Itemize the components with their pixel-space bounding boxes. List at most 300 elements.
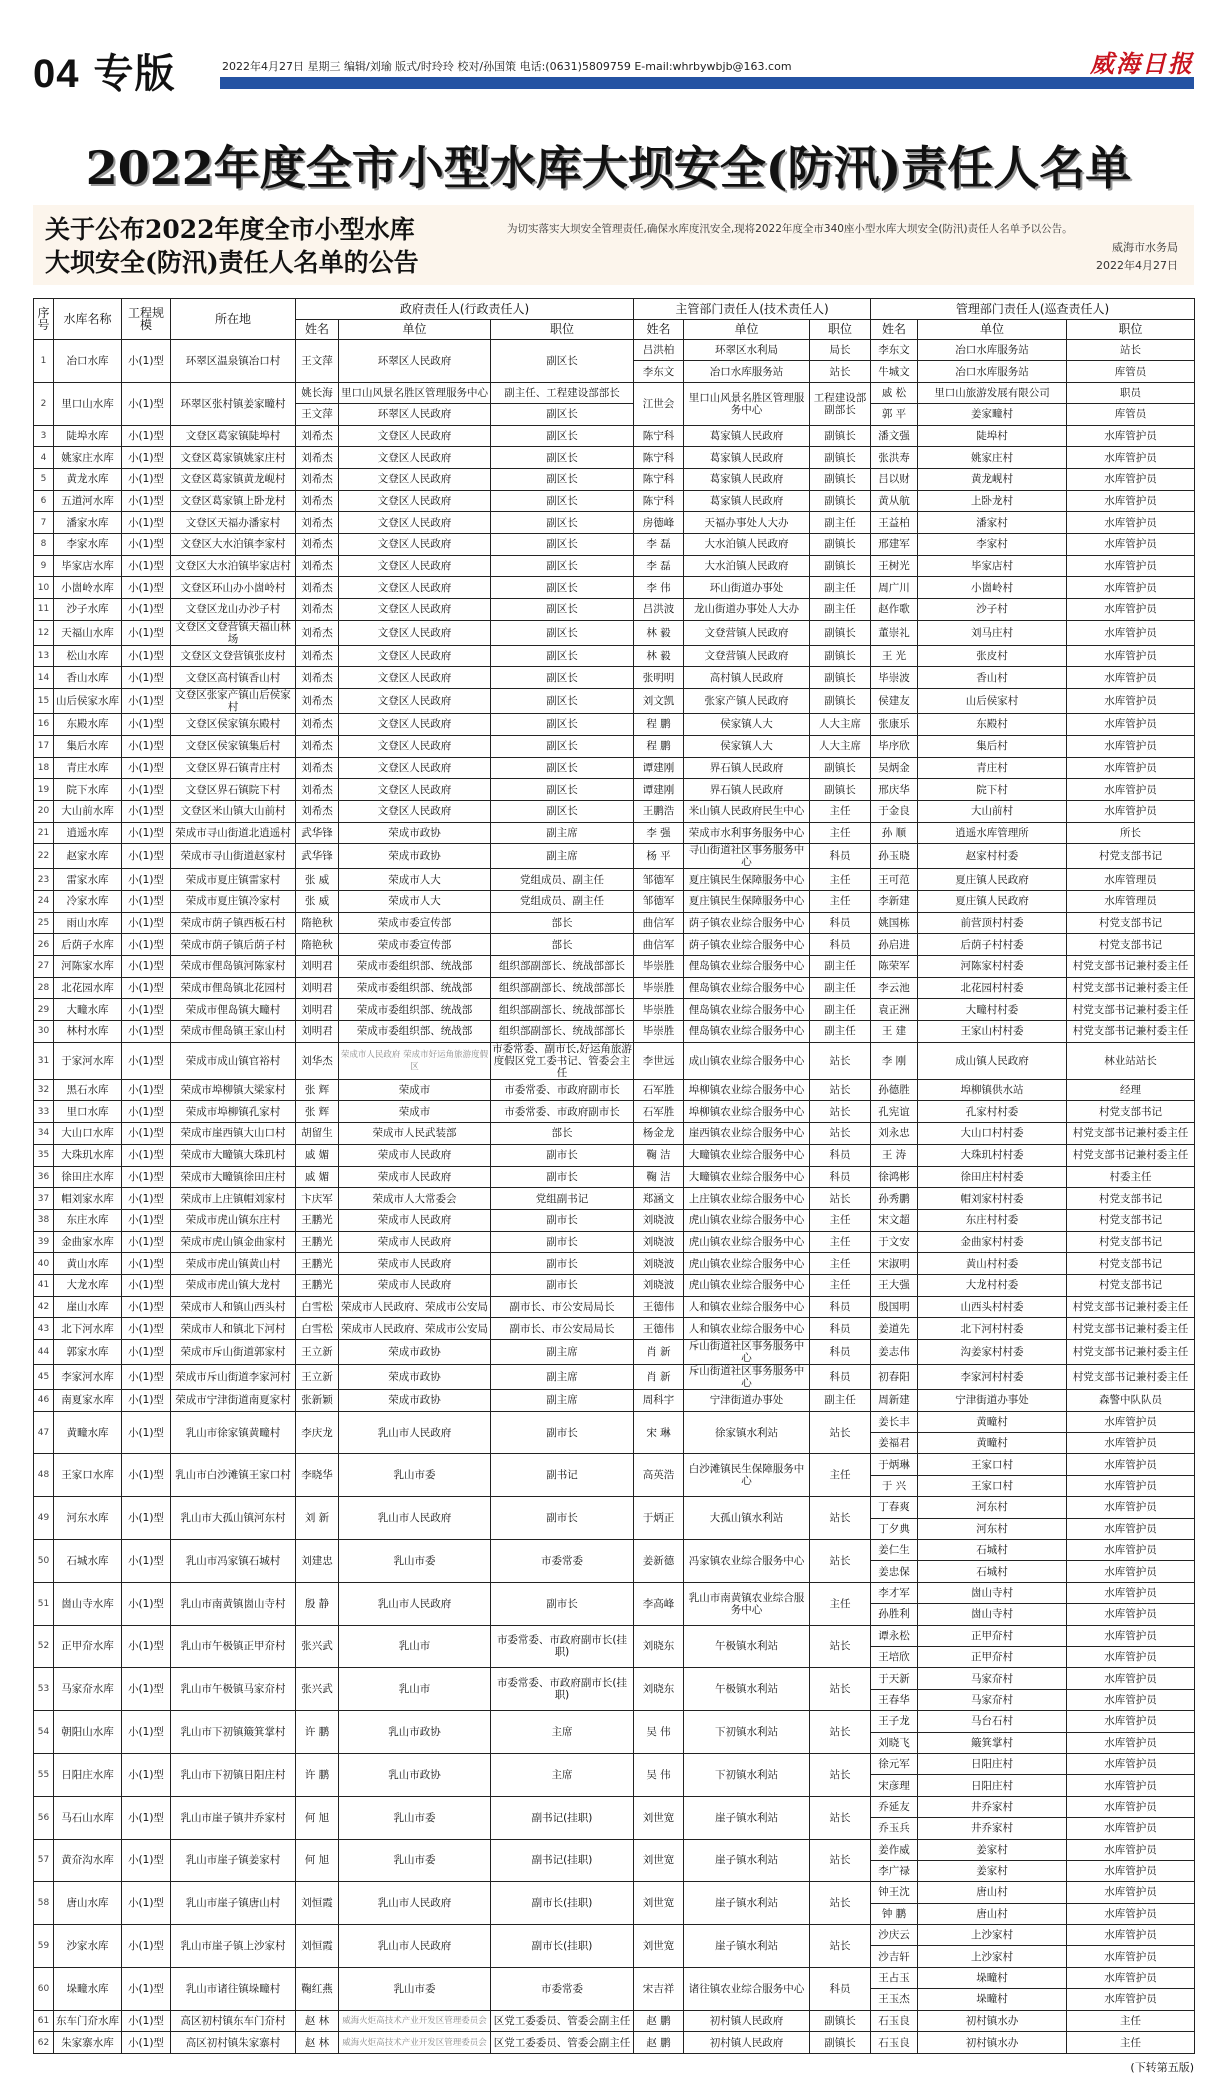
tech-person: 赵 鹏 [634, 2032, 684, 2054]
tech-unit: 白沙滩镇民生保障服务中心 [684, 1454, 810, 1497]
mgr-person: 王春华 [871, 1689, 918, 1710]
gov-post: 副市长 [491, 1411, 634, 1454]
tech-post: 主任 [810, 1253, 871, 1275]
table-row [34, 1318, 1195, 1340]
reservoir-name: 朱家寨水库 [54, 2032, 122, 2054]
gov-unit: 荣成市委宣传部 [339, 934, 491, 956]
gov-person: 戚 媚 [296, 1166, 339, 1188]
tech-person: 鞠 洁 [634, 1144, 684, 1166]
row-number: 61 [34, 2010, 54, 2032]
project-scale: 小(1)型 [122, 956, 171, 978]
tech-post: 站长 [810, 1882, 871, 1925]
table-row [34, 425, 1195, 447]
tech-post: 科员 [810, 1365, 871, 1390]
location: 乳山市下初镇簸箕掌村 [171, 1711, 296, 1754]
location: 文登区侯家镇集后村 [171, 735, 296, 757]
gov-person: 王鹏光 [296, 1253, 339, 1275]
project-scale: 小(1)型 [122, 1123, 171, 1145]
table-row [34, 382, 1195, 403]
tech-post: 副主任 [810, 956, 871, 978]
page-no: 04 [33, 52, 80, 96]
tech-post: 科员 [810, 1340, 871, 1365]
gov-unit: 乳山市委 [339, 1540, 491, 1583]
gov-post: 副市长(挂职) [491, 1925, 634, 1968]
mgr-unit: 成山镇人民政府 [918, 1042, 1067, 1079]
reservoir-name: 南夏家水库 [54, 1390, 122, 1412]
mgr-person: 徐鸿彬 [871, 1166, 918, 1188]
tech-post: 副镇长 [810, 490, 871, 512]
tech-unit: 夏庄镇民生保障服务中心 [684, 869, 810, 891]
gov-post: 副区长 [491, 340, 634, 383]
mgr-unit: 山后侯家村 [918, 689, 1067, 714]
gov-unit: 荣成市政协 [339, 1365, 491, 1390]
reservoir-name: 金曲家水库 [54, 1231, 122, 1253]
location: 荣成市斥山街道郭家村 [171, 1340, 296, 1365]
tech-unit: 崖西镇农业综合服务中心 [684, 1123, 810, 1145]
reservoir-name: 潘家水库 [54, 512, 122, 534]
tech-post: 科员 [810, 1967, 871, 2010]
mgr-unit: 唐山村 [918, 1903, 1067, 1924]
notice-heading-line2: 大坝安全(防汛)责任人名单的公告 [45, 248, 419, 277]
tech-person: 刘晓波 [634, 1209, 684, 1231]
gov-person: 张 威 [296, 869, 339, 891]
reservoir-name: 唐山水库 [54, 1882, 122, 1925]
mgr-post: 水库管护员 [1067, 1903, 1195, 1924]
reservoir-name: 姚家庄水库 [54, 447, 122, 469]
location: 文登区环山办小崮岭村 [171, 577, 296, 599]
tech-post: 副镇长 [810, 2032, 871, 2054]
mgr-person: 姚国栋 [871, 912, 918, 934]
mgr-post: 库管员 [1067, 361, 1195, 382]
mgr-unit: 簸箕掌村 [918, 1732, 1067, 1753]
gov-person: 刘希杰 [296, 735, 339, 757]
location: 高区初村镇朱家寨村 [171, 2032, 296, 2054]
mgr-post: 村党支部书记 [1067, 1231, 1195, 1253]
mgr-person: 戚 松 [871, 382, 918, 403]
tech-person: 于炳正 [634, 1497, 684, 1540]
row-number: 12 [34, 620, 54, 645]
reservoir-name: 东车门夼水库 [54, 2010, 122, 2032]
gov-person: 张兴武 [296, 1668, 339, 1711]
header-mgr-person: 姓名 [871, 319, 918, 340]
reservoir-name: 垛疃水库 [54, 1967, 122, 2010]
row-number: 19 [34, 779, 54, 801]
gov-unit: 荣成市 [339, 1101, 491, 1123]
mgr-post: 水库管护员 [1067, 1732, 1195, 1753]
reservoir-name: 东庄水库 [54, 1209, 122, 1231]
mgr-post: 水库管护员 [1067, 577, 1195, 599]
tech-unit: 界石镇人民政府 [684, 757, 810, 779]
project-scale: 小(1)型 [122, 1296, 171, 1318]
reservoir-name: 松山水库 [54, 645, 122, 667]
project-scale: 小(1)型 [122, 1925, 171, 1968]
project-scale: 小(1)型 [122, 2010, 171, 2032]
gov-person: 王文萍 [296, 404, 339, 425]
mgr-unit: 东庄村村委 [918, 1209, 1067, 1231]
mgr-post: 村党支部书记 [1067, 1101, 1195, 1123]
reservoir-name: 里口水库 [54, 1101, 122, 1123]
row-number: 43 [34, 1318, 54, 1340]
gov-unit: 荣成市人民政府 [339, 1209, 491, 1231]
mgr-post: 水库管护员 [1067, 1625, 1195, 1646]
tech-person: 谭建刚 [634, 779, 684, 801]
tech-post: 副镇长 [810, 425, 871, 447]
table-row [34, 1582, 1195, 1603]
mgr-person: 丁夕典 [871, 1518, 918, 1539]
mgr-post: 水库管护员 [1067, 1882, 1195, 1903]
mgr-person: 姜志伟 [871, 1340, 918, 1365]
reservoir-name: 青庄水库 [54, 757, 122, 779]
reservoir-name: 东殿水库 [54, 714, 122, 736]
tech-person: 刘晓波 [634, 1274, 684, 1296]
location: 荣成市寻山街道赵家村 [171, 844, 296, 869]
project-scale: 小(1)型 [122, 1231, 171, 1253]
location: 文登区界石镇青庄村 [171, 757, 296, 779]
gov-post: 副区长 [491, 645, 634, 667]
tech-post: 科员 [810, 1144, 871, 1166]
gov-unit: 乳山市委 [339, 1454, 491, 1497]
gov-post: 主席 [491, 1711, 634, 1754]
mgr-person: 孙胜利 [871, 1604, 918, 1625]
table-row [34, 822, 1195, 844]
gov-post: 党组成员、副主任 [491, 890, 634, 912]
tech-unit: 冶口水库服务站 [684, 361, 810, 382]
reservoir-name: 黑石水库 [54, 1079, 122, 1101]
table-row [34, 1296, 1195, 1318]
table-row [34, 645, 1195, 667]
tech-person: 陈宁科 [634, 425, 684, 447]
location: 文登区葛家镇上卧龙村 [171, 490, 296, 512]
project-scale: 小(1)型 [122, 934, 171, 956]
table-row [34, 757, 1195, 779]
mgr-person: 王 建 [871, 1021, 918, 1043]
project-scale: 小(1)型 [122, 1582, 171, 1625]
tech-unit: 斥山街道社区事务服务中心 [684, 1340, 810, 1365]
tech-post: 站长 [810, 1925, 871, 1968]
mgr-person: 潘文强 [871, 425, 918, 447]
project-scale: 小(1)型 [122, 1967, 171, 2010]
project-scale: 小(1)型 [122, 1101, 171, 1123]
row-number: 27 [34, 956, 54, 978]
mgr-unit: 河陈家村村委 [918, 956, 1067, 978]
table-row [34, 1101, 1195, 1123]
project-scale: 小(1)型 [122, 977, 171, 999]
mgr-post: 村党支部书记兼村委主任 [1067, 1365, 1195, 1390]
mgr-post: 村党支部书记兼村委主任 [1067, 1021, 1195, 1043]
mgr-person: 王大强 [871, 1274, 918, 1296]
row-number: 38 [34, 1209, 54, 1231]
table-row [34, 577, 1195, 599]
mgr-unit: 垛疃村 [918, 1989, 1067, 2010]
gov-post: 副区长 [491, 779, 634, 801]
tech-person: 杨金龙 [634, 1123, 684, 1145]
tech-post: 副主任 [810, 1390, 871, 1412]
mgr-person: 周新建 [871, 1390, 918, 1412]
tech-person: 杨 平 [634, 844, 684, 869]
gov-unit: 荣成市人民政府、荣成市公安局 [339, 1296, 491, 1318]
mgr-unit: 姚家庄村 [918, 447, 1067, 469]
mgr-person: 牛城文 [871, 361, 918, 382]
project-scale: 小(1)型 [122, 490, 171, 512]
tech-unit: 午极镇水利站 [684, 1625, 810, 1668]
location: 文登区葛家镇姚家庄村 [171, 447, 296, 469]
row-number: 60 [34, 1967, 54, 2010]
tech-person: 谭建刚 [634, 757, 684, 779]
project-scale: 小(1)型 [122, 1454, 171, 1497]
tech-post: 科员 [810, 934, 871, 956]
gov-person: 隋艳秋 [296, 934, 339, 956]
reservoir-name: 李家河水库 [54, 1365, 122, 1390]
tech-unit: 侯家镇人大 [684, 714, 810, 736]
project-scale: 小(1)型 [122, 382, 171, 425]
mgr-post: 水库管护员 [1067, 1839, 1195, 1860]
tech-person: 吴 伟 [634, 1711, 684, 1754]
location: 荣成市虎山镇大龙村 [171, 1274, 296, 1296]
gov-post: 副区长 [491, 468, 634, 490]
table-row [34, 779, 1195, 801]
mgr-person: 邢建军 [871, 534, 918, 556]
mgr-post: 村党支部书记 [1067, 844, 1195, 869]
mgr-unit: 大山口村村委 [918, 1123, 1067, 1145]
row-number: 6 [34, 490, 54, 512]
mgr-person: 姜福君 [871, 1433, 918, 1454]
gov-unit: 文登区人民政府 [339, 800, 491, 822]
tech-person: 李世远 [634, 1042, 684, 1079]
table-row [34, 1839, 1195, 1860]
tech-post: 站长 [810, 1668, 871, 1711]
tech-person: 王德伟 [634, 1296, 684, 1318]
gov-person: 王立新 [296, 1365, 339, 1390]
tech-person: 刘晓东 [634, 1668, 684, 1711]
gov-unit: 文登区人民政府 [339, 620, 491, 645]
table-row [34, 1454, 1195, 1475]
mgr-post: 村党支部书记兼村委主任 [1067, 1340, 1195, 1365]
tech-person: 毕崇胜 [634, 999, 684, 1021]
mgr-unit: 陡埠村 [918, 425, 1067, 447]
reservoir-name: 五道河水库 [54, 490, 122, 512]
row-number: 1 [34, 340, 54, 383]
project-scale: 小(1)型 [122, 869, 171, 891]
row-number: 14 [34, 667, 54, 689]
project-scale: 小(1)型 [122, 340, 171, 383]
tech-post: 主任 [810, 1582, 871, 1625]
table-row [34, 1231, 1195, 1253]
tech-person: 高英浩 [634, 1454, 684, 1497]
mgr-post: 水库管护员 [1067, 599, 1195, 621]
tech-post: 副主任 [810, 977, 871, 999]
row-number: 16 [34, 714, 54, 736]
mgr-person: 刘永忠 [871, 1123, 918, 1145]
tech-post: 副镇长 [810, 620, 871, 645]
gov-post: 区党工委委员、管委会副主任 [491, 2032, 634, 2054]
location: 文登区葛家镇黄龙岘村 [171, 468, 296, 490]
mgr-unit: 大山前村 [918, 800, 1067, 822]
tech-post: 副主任 [810, 999, 871, 1021]
mgr-person: 侯建友 [871, 689, 918, 714]
reservoir-name: 大山口水库 [54, 1123, 122, 1145]
location: 荣成市俚岛镇北花园村 [171, 977, 296, 999]
mgr-unit: 马家夼村 [918, 1668, 1067, 1689]
table-row [34, 1340, 1195, 1365]
reservoir-name: 小崮岭水库 [54, 577, 122, 599]
tech-post: 主任 [810, 890, 871, 912]
header-mgr-post: 职位 [1067, 319, 1195, 340]
table-row [34, 1188, 1195, 1210]
reservoir-name: 集后水库 [54, 735, 122, 757]
gov-unit: 荣成市人民政府 [339, 1166, 491, 1188]
gov-unit: 乳山市人民政府 [339, 1582, 491, 1625]
tech-person: 吕洪波 [634, 599, 684, 621]
mgr-post: 村党支部书记 [1067, 934, 1195, 956]
gov-unit: 荣成市人民政府 荣成市好运角旅游度假区 [339, 1042, 491, 1079]
gov-person: 何 旭 [296, 1796, 339, 1839]
mgr-person: 殷国明 [871, 1296, 918, 1318]
gov-post: 市委常委、市政府副市长(挂职) [491, 1625, 634, 1668]
tech-post: 主任 [810, 1274, 871, 1296]
gov-post: 副区长 [491, 689, 634, 714]
row-number: 4 [34, 447, 54, 469]
location: 乳山市徐家镇黄疃村 [171, 1411, 296, 1454]
gov-post: 副书记(挂职) [491, 1796, 634, 1839]
tech-person: 刘晓波 [634, 1231, 684, 1253]
gov-unit: 乳山市委 [339, 1839, 491, 1882]
tech-post: 副镇长 [810, 555, 871, 577]
row-number: 17 [34, 735, 54, 757]
project-scale: 小(1)型 [122, 512, 171, 534]
project-scale: 小(1)型 [122, 689, 171, 714]
gov-person: 刘希杰 [296, 779, 339, 801]
tech-post: 副主任 [810, 512, 871, 534]
gov-unit: 荣成市政协 [339, 844, 491, 869]
tech-post: 副主任 [810, 1021, 871, 1043]
mgr-unit: 沟姜家村村委 [918, 1340, 1067, 1365]
reservoir-name: 沙家水库 [54, 1925, 122, 1968]
tech-unit: 初村镇人民政府 [684, 2032, 810, 2054]
mgr-person: 王可范 [871, 869, 918, 891]
tech-post: 站长 [810, 1839, 871, 1882]
row-number: 58 [34, 1882, 54, 1925]
mgr-unit: 山西头村村委 [918, 1296, 1067, 1318]
reservoir-name: 徐田庄水库 [54, 1166, 122, 1188]
location: 文登区文登营镇天福山林场 [171, 620, 296, 645]
mgr-unit: 香山村 [918, 667, 1067, 689]
row-number: 22 [34, 844, 54, 869]
tech-post: 人大主席 [810, 735, 871, 757]
reservoir-name: 石城水库 [54, 1540, 122, 1583]
reservoir-name: 北下河水库 [54, 1318, 122, 1340]
gov-person: 刘明君 [296, 999, 339, 1021]
tech-unit: 人和镇农业综合服务中心 [684, 1296, 810, 1318]
mgr-unit: 崮山寺村 [918, 1604, 1067, 1625]
table-row [34, 1796, 1195, 1817]
project-scale: 小(1)型 [122, 2032, 171, 2054]
reservoir-name: 冷家水库 [54, 890, 122, 912]
row-number: 30 [34, 1021, 54, 1043]
location: 文登区葛家镇陡埠村 [171, 425, 296, 447]
gov-post: 副主席 [491, 1365, 634, 1390]
table-row [34, 1540, 1195, 1561]
row-number: 48 [34, 1454, 54, 1497]
gov-unit: 荣成市委组织部、统战部 [339, 1021, 491, 1043]
mgr-post: 职员 [1067, 382, 1195, 403]
gov-unit: 荣成市人民政府 [339, 1253, 491, 1275]
location: 乳山市白沙滩镇王家口村 [171, 1454, 296, 1497]
table-row [34, 1711, 1195, 1732]
tech-post: 副镇长 [810, 645, 871, 667]
row-number: 32 [34, 1079, 54, 1101]
gov-post: 区党工委委员、管委会副主任 [491, 2010, 634, 2032]
location: 文登区大水泊镇毕家店村 [171, 555, 296, 577]
gov-post: 副市长 [491, 1497, 634, 1540]
header-name: 水库名称 [54, 299, 122, 340]
tech-person: 李东文 [634, 361, 684, 382]
gov-person: 刘希杰 [296, 512, 339, 534]
header-gov-unit: 单位 [339, 319, 491, 340]
project-scale: 小(1)型 [122, 1365, 171, 1390]
location: 环翠区张村镇姜家疃村 [171, 382, 296, 425]
gov-unit: 荣成市人民武装部 [339, 1123, 491, 1145]
gov-unit: 荣成市人大 [339, 890, 491, 912]
project-scale: 小(1)型 [122, 779, 171, 801]
reservoir-name: 河陈家水库 [54, 956, 122, 978]
location: 荣成市夏庄镇冷家村 [171, 890, 296, 912]
location: 乳山市午极镇正甲夼村 [171, 1625, 296, 1668]
row-number: 37 [34, 1188, 54, 1210]
location: 荣成市虎山镇东庄村 [171, 1209, 296, 1231]
mgr-person: 宋淑明 [871, 1253, 918, 1275]
notice-box [33, 205, 1194, 285]
gov-post: 副书记(挂职) [491, 1839, 634, 1882]
tech-person: 刘世宽 [634, 1839, 684, 1882]
gov-person: 刘希杰 [296, 599, 339, 621]
row-number: 33 [34, 1101, 54, 1123]
project-scale: 小(1)型 [122, 425, 171, 447]
tech-person: 鞠 洁 [634, 1166, 684, 1188]
gov-unit: 乳山市人民政府 [339, 1411, 491, 1454]
mgr-person: 孔宪谊 [871, 1101, 918, 1123]
project-scale: 小(1)型 [122, 1209, 171, 1231]
project-scale: 小(1)型 [122, 757, 171, 779]
tech-unit: 诸往镇农业综合服务中心 [684, 1967, 810, 2010]
tech-unit: 环翠区水利局 [684, 340, 810, 361]
row-number: 46 [34, 1390, 54, 1412]
mgr-person: 沙庆云 [871, 1925, 918, 1946]
gov-person: 张 辉 [296, 1079, 339, 1101]
tech-unit: 冯家镇农业综合服务中心 [684, 1540, 810, 1583]
gov-post: 党组副书记 [491, 1188, 634, 1210]
mgr-post: 村党支部书记兼村委主任 [1067, 1123, 1195, 1145]
mgr-person: 张康乐 [871, 714, 918, 736]
location: 乳山市崖子镇姜家村 [171, 1839, 296, 1882]
mgr-person: 毕崇波 [871, 667, 918, 689]
mgr-person: 乔延友 [871, 1796, 918, 1817]
row-number: 49 [34, 1497, 54, 1540]
row-number: 28 [34, 977, 54, 999]
tech-person: 周科宇 [634, 1390, 684, 1412]
tech-post: 副镇长 [810, 757, 871, 779]
tech-post: 站长 [810, 1711, 871, 1754]
mgr-unit: 刘马庄村 [918, 620, 1067, 645]
mgr-person: 王占玉 [871, 1967, 918, 1988]
tech-unit: 侯家镇人大 [684, 735, 810, 757]
header-no: 序号 [34, 299, 54, 340]
table-row [34, 1668, 1195, 1689]
mgr-post: 水库管护员 [1067, 1818, 1195, 1839]
reservoir-name: 冶口水库 [54, 340, 122, 383]
project-scale: 小(1)型 [122, 1188, 171, 1210]
tech-post: 科员 [810, 912, 871, 934]
mgr-unit: 夏庄镇人民政府 [918, 869, 1067, 891]
